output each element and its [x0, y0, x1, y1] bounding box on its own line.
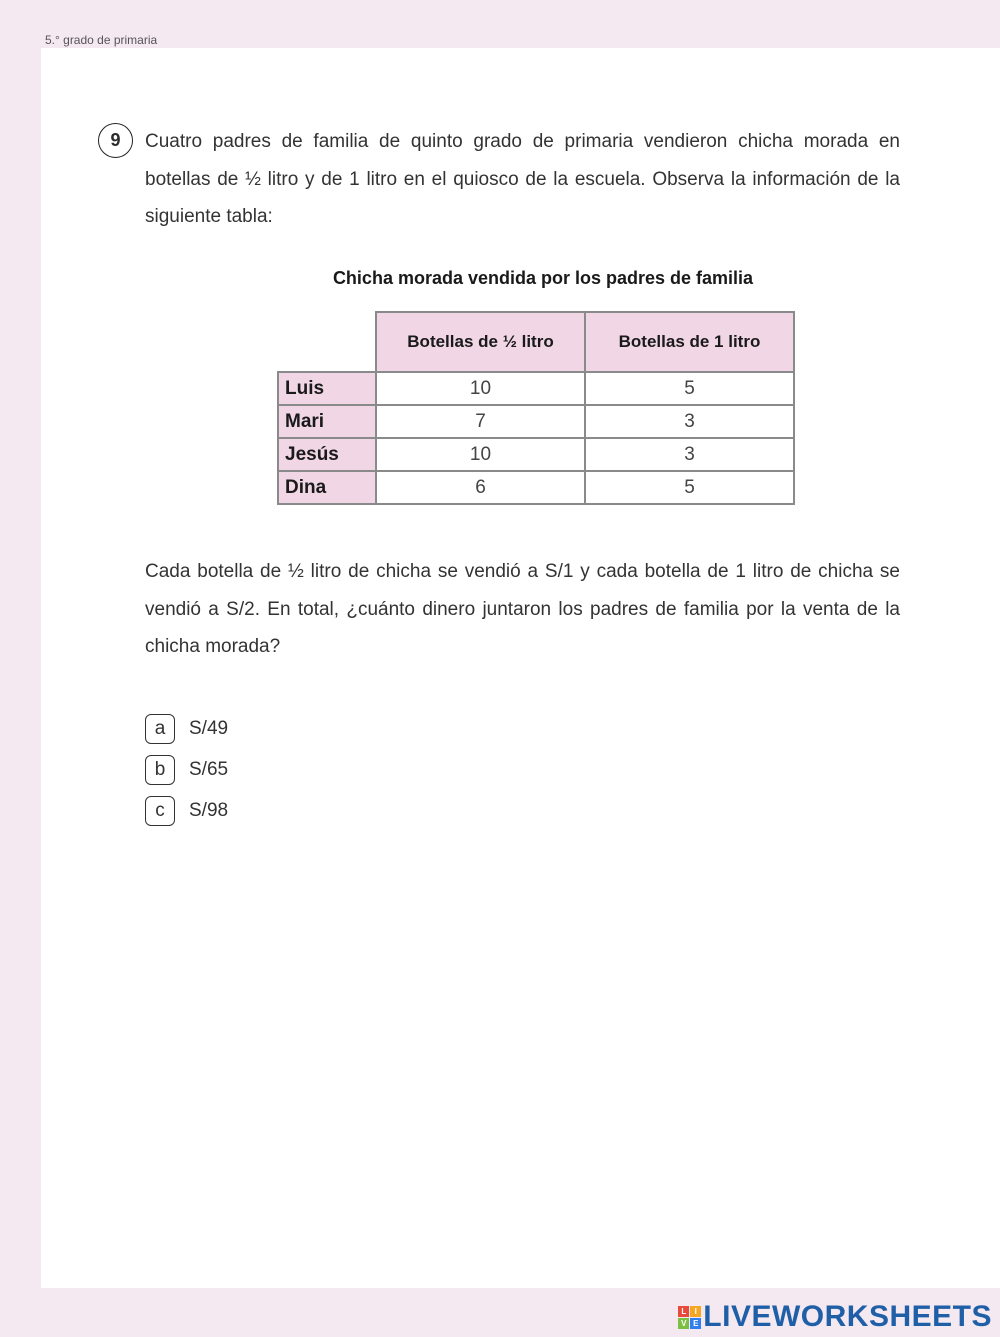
answer-options: [145, 712, 228, 835]
one-liter-count: 5: [585, 372, 794, 405]
row-name: Mari: [278, 405, 376, 438]
option-text: S/65: [189, 758, 229, 780]
table-title: Chicha morada vendida por los padres de familia: [332, 268, 754, 288]
option-b[interactable]: [145, 753, 228, 786]
row-name: Jesús: [278, 438, 376, 471]
option-a[interactable]: [145, 712, 228, 745]
option-letter-box[interactable]: c: [145, 796, 175, 826]
option-c[interactable]: [145, 794, 228, 827]
option-text: S/49: [189, 717, 229, 739]
logo-mark-icon: L I V E: [678, 1306, 701, 1329]
one-liter-count: 3: [585, 438, 794, 471]
table-header-row: [278, 312, 794, 372]
table-row: [278, 405, 794, 438]
half-liter-count: 6: [376, 471, 585, 504]
question-intro: Cuatro padres de familia de quinto grado de primaria vendieron chicha morada en botellas de ½ litro y de 1 litro en el quiosco de la escuela. Observa la información de la siguiente tabla:: [145, 131, 900, 227]
row-name: Dina: [278, 471, 376, 504]
table-corner: [278, 312, 376, 372]
option-letter-box[interactable]: b: [145, 755, 175, 785]
table-row: [278, 438, 794, 471]
question-number-badge: 9: [98, 123, 133, 158]
row-name: Luis: [278, 372, 376, 405]
half-liter-count: 7: [376, 405, 585, 438]
half-liter-count: 10: [376, 372, 585, 405]
grade-label: 5.° grado de primaria: [45, 33, 158, 47]
liveworksheets-logo: [678, 1300, 992, 1334]
table-row: [278, 471, 794, 504]
option-letter-box[interactable]: a: [145, 714, 175, 744]
one-liter-count: 5: [585, 471, 794, 504]
header-one-liter: Botellas de 1 litro: [585, 312, 794, 372]
half-liter-count: 10: [376, 438, 585, 471]
header-half-liter: Botellas de ½ litro: [376, 312, 585, 372]
option-text: S/98: [189, 799, 229, 821]
logo-text: LIVEWORKSHEETS: [703, 1300, 992, 1333]
sales-table: [277, 311, 795, 505]
one-liter-count: 3: [585, 405, 794, 438]
question-prompt: Cada botella de ½ litro de chicha se vendió a S/1 y cada botella de 1 litro de chicha se vendió a S/2. En total, ¿cuánto dinero juntaron los padres de familia por la venta de la chicha morada?: [145, 561, 900, 657]
table-row: [278, 372, 794, 405]
